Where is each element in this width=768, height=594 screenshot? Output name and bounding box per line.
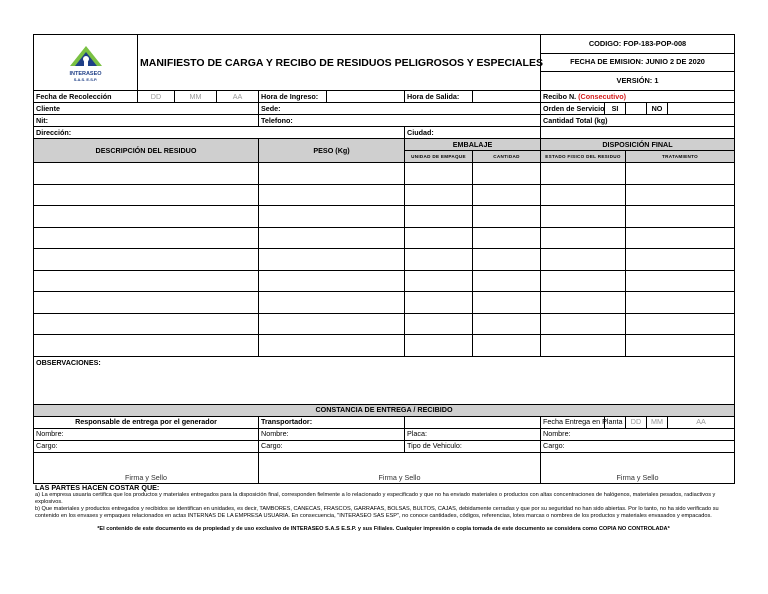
weight-cell[interactable] bbox=[259, 270, 405, 292]
table-row[interactable] bbox=[34, 163, 735, 185]
service-order-no-box[interactable] bbox=[668, 103, 735, 115]
observations-field[interactable]: OBSERVACIONES: bbox=[34, 356, 735, 404]
weight-cell[interactable] bbox=[259, 292, 405, 314]
package-unit-cell[interactable] bbox=[405, 335, 473, 357]
plate-field[interactable]: Placa: bbox=[405, 428, 541, 440]
packaging-header: EMBALAJE bbox=[405, 139, 541, 151]
residue-description-cell[interactable] bbox=[34, 206, 259, 228]
residue-description-cell[interactable] bbox=[34, 313, 259, 335]
generator-responsible-label: Responsable de entrega por el generador bbox=[34, 416, 259, 428]
treatment-cell[interactable] bbox=[626, 249, 735, 271]
version: VERSIÓN: 1 bbox=[541, 72, 735, 91]
treatment-cell[interactable] bbox=[626, 292, 735, 314]
terms-clause-b: b) Que materiales y productos entregados y recibidos se identifican en unidades, es decir, TAMBORES, CANECAS, FRASCOS, GARRAFAS, BOLSAS, BULTOS, CAJAS, debidamente cerradas y que por su seguridad no han sido abiertas. Por lo tanto, no ha sido verificado su contenido en los envases y empaques relacionados en actas INTERNAS DE LA EMPRESA USUARIA. En consecuencia, "INTERASEO SAS ESP", no conoce cantidades, códigos, referencias, lotes marcas o nombres de los productos y materiales envasados y empacados. bbox=[35, 505, 719, 520]
physical-state-cell[interactable] bbox=[541, 292, 626, 314]
final-disposal-header: DISPOSICIÓN FINAL bbox=[541, 139, 735, 151]
confidentiality-note: *El contenido de este documento es de propiedad y de uso exclusivo de INTERASEO S.A.S E.S.P. y sus Filiales. Cualquier impresión o copia tomada de este documento se considera como COPIA NO CONTROLADA* bbox=[97, 526, 670, 533]
residue-description-header: DESCRIPCIÓN DEL RESIDUO bbox=[34, 139, 259, 163]
quantity-cell[interactable] bbox=[473, 249, 541, 271]
physical-state-cell[interactable] bbox=[541, 227, 626, 249]
site-field[interactable]: Sede: bbox=[259, 103, 541, 115]
quantity-cell[interactable] bbox=[473, 313, 541, 335]
residue-description-cell[interactable] bbox=[34, 227, 259, 249]
quantity-cell[interactable] bbox=[473, 292, 541, 314]
physical-state-cell[interactable] bbox=[541, 335, 626, 357]
quantity-cell[interactable] bbox=[473, 335, 541, 357]
plant-delivery-date-label: Fecha Entrega en Planta bbox=[541, 416, 605, 428]
quantity-cell[interactable] bbox=[473, 184, 541, 206]
table-row[interactable] bbox=[34, 313, 735, 335]
weight-cell[interactable] bbox=[259, 227, 405, 249]
table-row[interactable] bbox=[34, 184, 735, 206]
residue-description-cell[interactable] bbox=[34, 184, 259, 206]
table-row[interactable] bbox=[34, 227, 735, 249]
transporter-label: Transportador: bbox=[259, 416, 405, 428]
physical-state-cell[interactable] bbox=[541, 313, 626, 335]
receipt-number[interactable] bbox=[541, 91, 735, 103]
document-code: CODIGO: FOP-183-POP-008 bbox=[541, 35, 735, 54]
physical-state-cell[interactable] bbox=[541, 206, 626, 228]
package-unit-cell[interactable] bbox=[405, 163, 473, 185]
collection-year-field[interactable]: AA bbox=[217, 91, 259, 103]
generator-signature-field[interactable]: Firma y Sello bbox=[34, 452, 259, 483]
manifest-sheet bbox=[33, 34, 734, 533]
treatment-header: TRATAMIENTO bbox=[626, 151, 735, 163]
terms-section bbox=[33, 484, 734, 521]
entry-time-label: Hora de Ingreso: bbox=[259, 91, 327, 103]
receipt-label: Recibo N. bbox=[543, 91, 577, 101]
quantity-cell[interactable] bbox=[473, 163, 541, 185]
package-unit-cell[interactable] bbox=[405, 292, 473, 314]
terms-heading: LAS PARTES HACEN COSTAR QUE: bbox=[35, 482, 160, 492]
package-unit-cell[interactable] bbox=[405, 249, 473, 271]
company-logo bbox=[34, 35, 138, 91]
interaseo-logo-icon bbox=[66, 44, 106, 68]
quantity-cell[interactable] bbox=[473, 206, 541, 228]
table-row[interactable] bbox=[34, 292, 735, 314]
table-row[interactable] bbox=[34, 249, 735, 271]
package-unit-header: UNIDAD DE EMPAQUE bbox=[405, 151, 473, 163]
residue-description-cell[interactable] bbox=[34, 249, 259, 271]
transporter-signature-field[interactable]: Firma y Sello bbox=[259, 452, 541, 483]
receiver-name-field[interactable]: Nombre: bbox=[541, 428, 735, 440]
quantity-cell[interactable] bbox=[473, 227, 541, 249]
quantity-header: CANTIDAD bbox=[473, 151, 541, 163]
entry-time-field[interactable] bbox=[327, 91, 405, 103]
table-row[interactable] bbox=[34, 270, 735, 292]
residue-description-cell[interactable] bbox=[34, 335, 259, 357]
residue-description-cell[interactable] bbox=[34, 270, 259, 292]
physical-state-cell[interactable] bbox=[541, 249, 626, 271]
exit-time-label: Hora de Salida: bbox=[405, 91, 473, 103]
weight-cell[interactable] bbox=[259, 335, 405, 357]
manifest-form bbox=[33, 34, 735, 484]
package-unit-cell[interactable] bbox=[405, 206, 473, 228]
table-row[interactable] bbox=[34, 335, 735, 357]
weight-cell[interactable] bbox=[259, 206, 405, 228]
logo-sub: S.A.S. E.S.P. bbox=[73, 76, 98, 82]
treatment-cell[interactable] bbox=[626, 313, 735, 335]
exit-time-field[interactable] bbox=[473, 91, 541, 103]
treatment-cell[interactable] bbox=[626, 184, 735, 206]
vehicle-type-field[interactable]: Tipo de Vehiculo: bbox=[405, 440, 541, 452]
service-order-yes-box[interactable] bbox=[626, 103, 647, 115]
plant-delivery-month-field[interactable]: MM bbox=[647, 416, 668, 428]
collection-date-label: Fecha de Recolección bbox=[34, 91, 138, 103]
weight-header: PESO (Kg) bbox=[259, 139, 405, 163]
form-title: MANIFIESTO DE CARGA Y RECIBO DE RESIDUOS PELIGROSOS Y ESPECIALES bbox=[138, 35, 541, 91]
physical-state-cell[interactable] bbox=[541, 270, 626, 292]
collection-day-field[interactable]: DD bbox=[138, 91, 175, 103]
weight-cell[interactable] bbox=[259, 249, 405, 271]
physical-state-header: ESTADO FISICO DEL RESIDUO bbox=[541, 151, 626, 163]
total-quantity-field[interactable]: Cantidad Total (kg) bbox=[541, 115, 735, 127]
residue-description-cell[interactable] bbox=[34, 163, 259, 185]
receiver-signature-field[interactable]: Firma y Sello bbox=[541, 452, 735, 483]
delivery-receipt-header: CONSTANCIA DE ENTREGA / RECIBIDO bbox=[34, 404, 735, 416]
city-field[interactable]: Ciudad: bbox=[405, 127, 541, 139]
generator-position-field[interactable]: Cargo: bbox=[34, 440, 259, 452]
plant-delivery-day-field[interactable]: DD bbox=[626, 416, 647, 428]
weight-cell[interactable] bbox=[259, 163, 405, 185]
service-order-label: Orden de Servicio bbox=[541, 103, 605, 115]
service-order-no-label: NO bbox=[647, 103, 668, 115]
treatment-cell[interactable] bbox=[626, 163, 735, 185]
table-row[interactable] bbox=[34, 206, 735, 228]
package-unit-cell[interactable] bbox=[405, 313, 473, 335]
plant-delivery-year-field[interactable]: AA bbox=[668, 416, 735, 428]
physical-state-cell[interactable] bbox=[541, 163, 626, 185]
service-order-yes-label: SI bbox=[605, 103, 626, 115]
transporter-position-field[interactable]: Cargo: bbox=[259, 440, 405, 452]
physical-state-cell[interactable] bbox=[541, 184, 626, 206]
logo-name: INTERASEO bbox=[69, 70, 102, 77]
transporter-name-field[interactable]: Nombre: bbox=[259, 428, 405, 440]
treatment-cell[interactable] bbox=[626, 206, 735, 228]
weight-cell[interactable] bbox=[259, 184, 405, 206]
collection-month-field[interactable]: MM bbox=[175, 91, 217, 103]
treatment-cell[interactable] bbox=[626, 270, 735, 292]
generator-name-field[interactable]: Nombre: bbox=[34, 428, 259, 440]
package-unit-cell[interactable] bbox=[405, 270, 473, 292]
phone-field[interactable]: Telefono: bbox=[259, 115, 541, 127]
client-field[interactable]: Cliente bbox=[34, 103, 259, 115]
package-unit-cell[interactable] bbox=[405, 184, 473, 206]
receipt-consecutive: (Consecutivo) bbox=[578, 91, 627, 101]
quantity-cell[interactable] bbox=[473, 270, 541, 292]
receiver-position-field[interactable]: Cargo: bbox=[541, 440, 735, 452]
treatment-cell[interactable] bbox=[626, 227, 735, 249]
residue-description-cell[interactable] bbox=[34, 292, 259, 314]
terms-clause-a: a) La empresa usuaria certifica que los productos y materiales entregados para la disposición final, corresponden fielmente a lo relacionado y especificado y que no ha enviado materiales o productos con altas concentraciones de halógenos, materiales pesados, radiactivos y explosivos. bbox=[35, 491, 716, 505]
address-field[interactable]: Dirección: bbox=[34, 127, 405, 139]
emission-date: FECHA DE EMISION: JUNIO 2 DE 2020 bbox=[541, 53, 735, 72]
nit-field[interactable]: Nit: bbox=[34, 115, 259, 127]
treatment-cell[interactable] bbox=[626, 335, 735, 357]
weight-cell[interactable] bbox=[259, 313, 405, 335]
package-unit-cell[interactable] bbox=[405, 227, 473, 249]
